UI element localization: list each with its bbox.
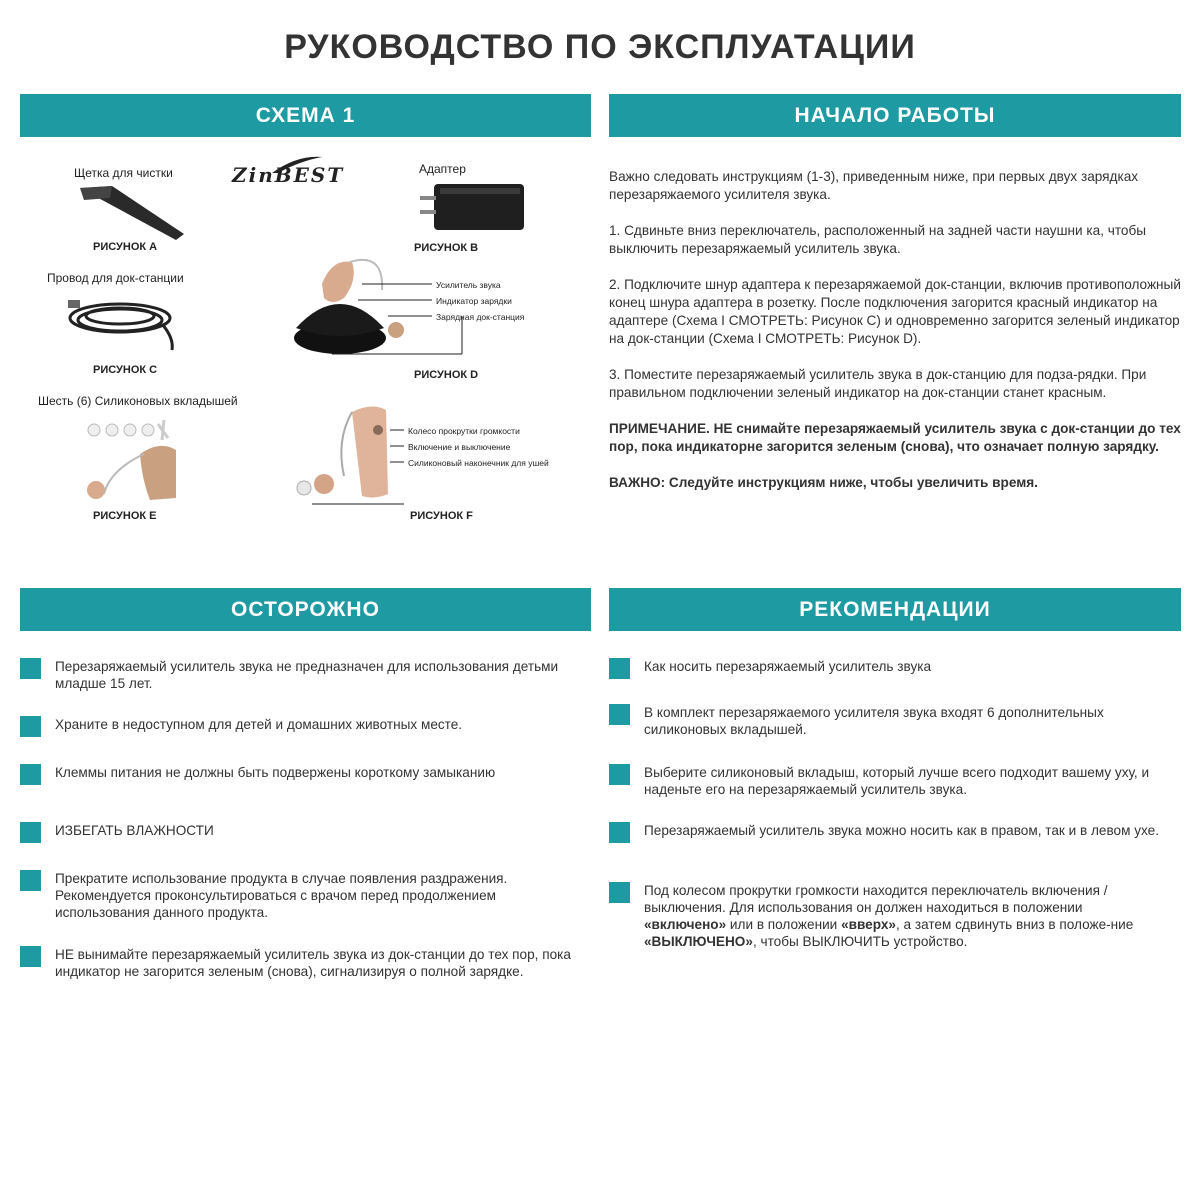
hearing-amplifier-image <box>290 400 410 512</box>
brush-caption: Щетка для чистки <box>74 166 173 180</box>
section-start-header: НАЧАЛО РАБОТЫ <box>609 94 1181 137</box>
list-item: Как носить перезаряжаемый усилитель звука <box>609 658 1184 675</box>
bullet-square-icon <box>20 658 41 679</box>
start-intro: Важно следовать инструкциям (1-3), приведенным ниже, при первых двух зарядках перезаряжаемого усилителя звука. <box>609 169 1139 202</box>
section-scheme-header: СХЕМА 1 <box>20 94 591 137</box>
cleaning-brush-image <box>72 182 192 244</box>
list-item: Перезаряжаемый усилитель звука можно носить как в правом, так и в левом ухе. <box>609 822 1184 839</box>
bullet-square-icon <box>20 764 41 785</box>
figure-a-label: РИСУНОК A <box>93 241 158 253</box>
tips-caption: Шесть (6) Силиконовых вкладышей <box>38 394 238 408</box>
adapter-caption: Адаптер <box>419 162 466 176</box>
bullet-square-icon <box>609 882 630 903</box>
start-step-3: 3. Поместите перезаряжаемый усилитель звука в док-станцию для подза-рядки. При правильном подключении зеленый индикатор на док-станции станет красным. <box>609 367 1147 400</box>
start-step-1: 1. Сдвиньте вниз переключатель, расположенный на задней части наушни ка, чтобы выключить перезаряжаемый усилитель звука. <box>609 223 1147 256</box>
list-item: Под колесом прокрутки громкости находится переключатель включения /выключения. Для использования он должен находиться в положении «включено» или в положении «вверх», а затем сдвинуть вниз в положе-ние «ВЫКЛЮЧЕНО», чтобы ВЫКЛЮЧИТЬ устройство. <box>609 882 1184 950</box>
list-item: Выберите силиконовый вкладыш, который лучше всего подходит вашему уху, и наденьте его на перезаряжаемый усилитель звука. <box>609 764 1184 798</box>
bullet-square-icon <box>20 870 41 891</box>
device-label-power: Включение и выключение <box>408 442 511 452</box>
bullet-square-icon <box>609 764 630 785</box>
cable-caption: Провод для док-станции <box>47 271 184 285</box>
bullet-square-icon <box>609 704 630 725</box>
logo-swoosh-icon <box>272 155 322 175</box>
figure-f-label: РИСУНОК F <box>410 510 473 522</box>
dock-label-station: Зарядная док-станция <box>436 312 525 322</box>
bullet-square-icon <box>20 822 41 843</box>
brand-logo: ZinBEST <box>232 163 345 187</box>
dock-label-amplifier: Усилитель звука <box>436 280 501 290</box>
dock-label-indicator: Индикатор зарядки <box>436 296 512 306</box>
list-item: ИЗБЕГАТЬ ВЛАЖНОСТИ <box>20 822 580 839</box>
figure-b-label: РИСУНОК B <box>414 242 479 254</box>
device-label-volume: Колесо прокрутки громкости <box>408 426 520 436</box>
list-item: Храните в недоступном для детей и домашних животных месте. <box>20 716 580 733</box>
bullet-square-icon <box>20 946 41 967</box>
list-item: Клеммы питания не должны быть подвержены короткому замыканию <box>20 764 580 781</box>
start-note: ПРИМЕЧАНИЕ. НЕ снимайте перезаряжаемый усилитель звука с док-станции до тех пор, пока индикаторне загорится зеленым (снова), что означает полную зарядку. <box>609 421 1181 454</box>
start-important: ВАЖНО: Следуйте инструкциям ниже, чтобы увеличить время. <box>609 475 1038 490</box>
section-recommend-header: РЕКОМЕНДАЦИИ <box>609 588 1181 631</box>
section-caution-header: ОСТОРОЖНО <box>20 588 591 631</box>
adapter-image <box>420 178 535 238</box>
figure-c-label: РИСУНОК C <box>93 364 158 376</box>
figure-d-label: РИСУНОК D <box>414 369 479 381</box>
list-item: НЕ вынимайте перезаряжаемый усилитель звука из док-станции до тех пор, пока индикатор не загорится зеленым (снова), сигнализируя о полной зарядке. <box>20 946 580 980</box>
list-item: Перезаряжаемый усилитель звука не предназначен для использования детьми младше 15 лет. <box>20 658 580 692</box>
bullet-square-icon <box>609 658 630 679</box>
start-step-2: 2. Подключите шнур адаптера к перезаряжаемой док-станции, включив противоположный конец шнура адаптера в розетку. После подключения загорится красный индикатор на адаптере (Схема I СМОТРЕТЬ: Рисунок C) и одновременно загорится зеленый индикатор на док-станции (Схема I СМОТРЕТЬ: Рисунок D). <box>609 277 1181 346</box>
device-label-eartip: Силиконовый наконечник для ушей <box>408 458 549 468</box>
dock-cable-image <box>62 288 187 358</box>
bullet-square-icon <box>20 716 41 737</box>
start-instructions <box>609 168 1181 510</box>
page-title: РУКОВОДСТВО ПО ЭКСПЛУАТАЦИИ <box>284 28 916 66</box>
list-item: В комплект перезаряжаемого усилителя звука входят 6 дополнительных силиконовых вкладышей. <box>609 704 1184 738</box>
list-item: Прекратите использование продукта в случае появления раздражения. Рекомендуется проконсультироваться с врачом перед продолжением использования данного продукта. <box>20 870 580 921</box>
figure-e-label: РИСУНОК E <box>93 510 157 522</box>
bullet-square-icon <box>609 822 630 843</box>
silicone-tips-image <box>80 410 190 510</box>
